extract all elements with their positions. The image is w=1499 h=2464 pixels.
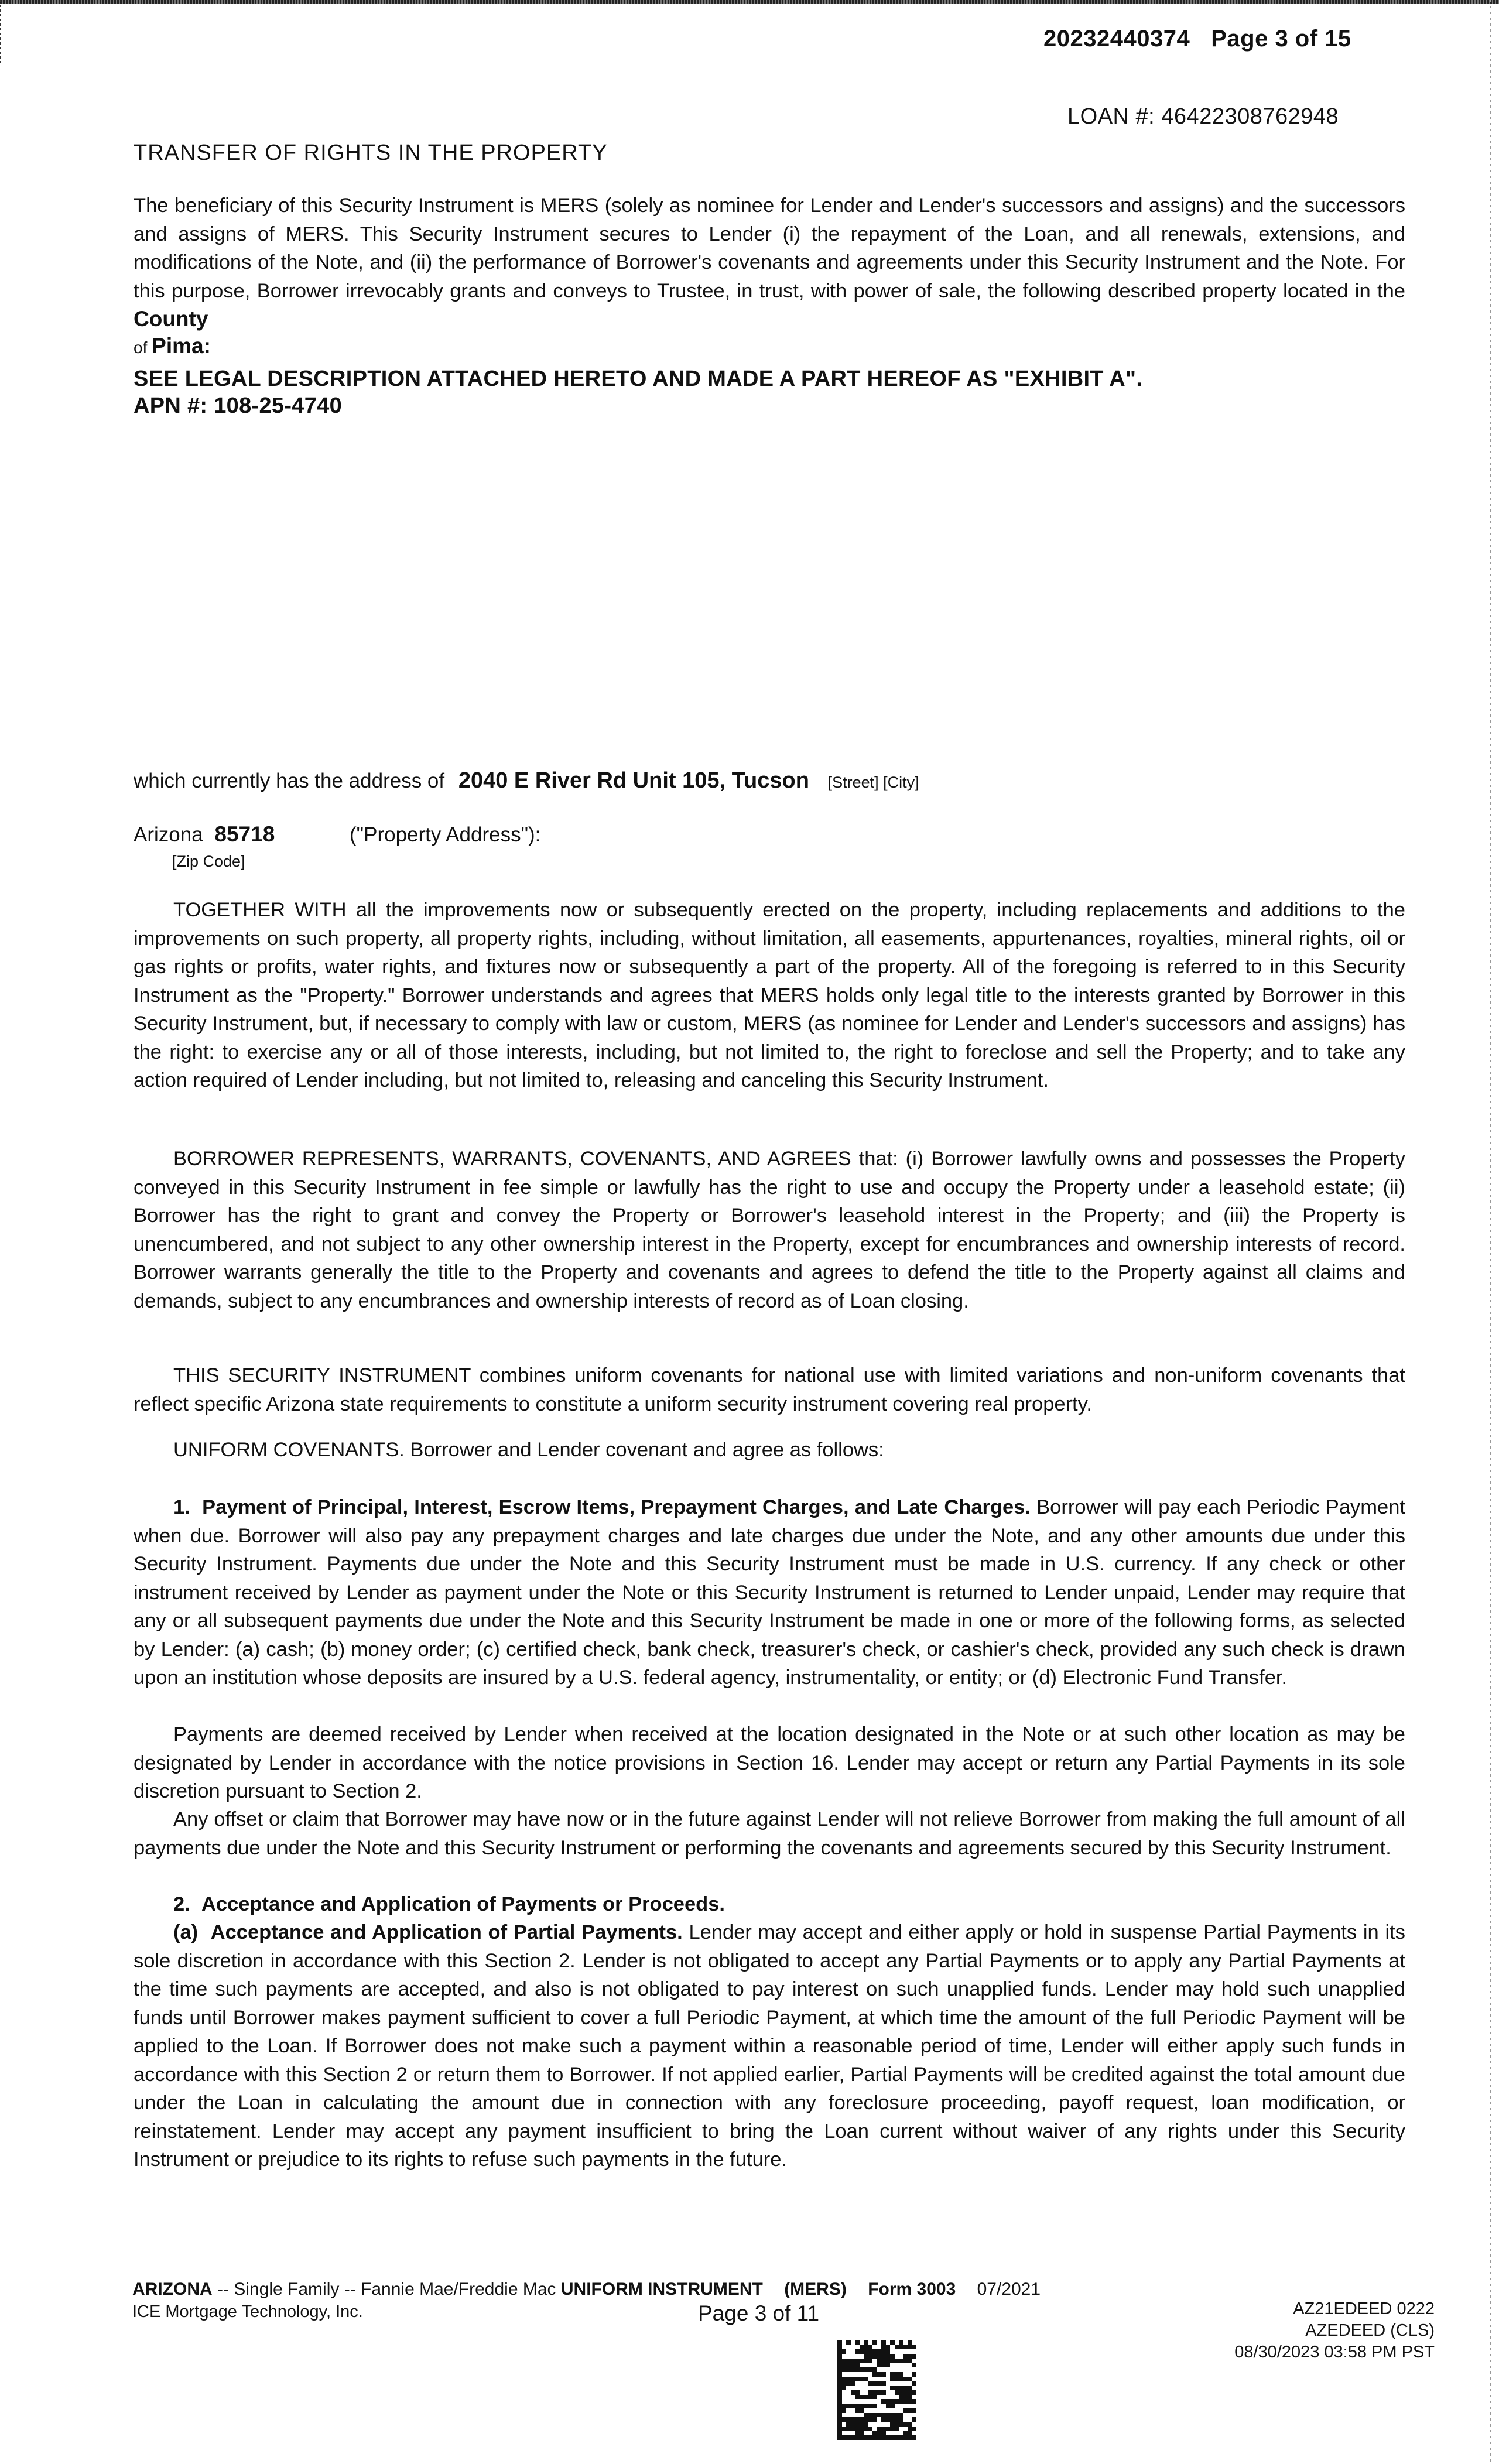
covenant-1-paragraph [134,1493,1405,1692]
footer-state: ARIZONA [132,2280,213,2299]
footer-page-number: Page 3 of 11 [698,2301,820,2325]
footer-form-date: 07/2021 [977,2280,1041,2299]
covenant-2a-label: (a) [173,1921,199,1943]
legal-description: SEE LEGAL DESCRIPTION ATTACHED HERETO AND MADE A PART HEREOF AS "EXHIBIT A". [134,367,1143,391]
footer-instrument: UNIFORM INSTRUMENT [560,2280,763,2299]
scan-edge-left [0,0,1,64]
borrower-represents-paragraph: BORROWER REPRESENTS, WARRANTS, COVENANTS, AND AGREES that: (i) Borrower lawfully owns and possesses the Property conveyed in this Security Instrument in fee simple or lawfully has the right to use and occupy the Property under a leasehold estate; (ii) Borrower has the right to grant and convey the Property or Borrower's leasehold interest in the Property; and (iii) the Property is unencumbered, and not subject to any other ownership interest in the Property, except for encumbrances and ownership interests of record. Borrower warrants generally the title to the Property and covenants and agrees to defend the title to the Property against all claims and demands, subject to any encumbrances and ownership interests of record as of Loan closing. [134,1148,1405,1312]
covenant-1-title: Payment of Principal, Interest, Escrow Items, Prepayment Charges, and Late Charges. [202,1496,1031,1518]
address-state: Arizona [134,823,203,846]
recording-header [1043,26,1351,52]
apn-number: APN #: 108-25-4740 [134,393,343,418]
scan-edge-right [1490,0,1491,2464]
covenant-2-number: 2. [173,1893,190,1915]
address-street-city: 2040 E River Rd Unit 105, Tucson [458,768,809,793]
footer-form-line [132,2280,1041,2299]
footer-form-desc: -- Single Family -- Fannie Mae/Freddie Mac [217,2280,556,2299]
footer-doc-code: AZ21EDEED 0222 [1293,2299,1435,2318]
jurisdiction-of-label: of [134,338,148,357]
covenant-1-text: Borrower will pay each Periodic Payment when due. Borrower will also pay any prepayment charges and late charges due under the Note, and any other amounts due under this Security Instrument. Payments due under the Note and this Security Instrument must be made in U.S. currency. If any check or other instrument received by Lender as payment under the Note or this Security Instrument is returned to Lender unpaid, Lender may require that any or all subsequent payments due under the Note and this Security Instrument be made in one or more of the following forms, as selected by Lender: (a) cash; (b) money order; (c) certified check, bank check, treasurer's check, or cashier's check, provided any such check is drawn upon an institution whose deposits are insured by a U.S. federal agency, instrumentality, or entity; or (d) Electronic Fund Transfer. [134,1496,1405,1689]
footer-doc-type: AZEDEED (CLS) [1305,2321,1435,2340]
transfer-paragraph [134,191,1405,334]
covenant-2a-title: Acceptance and Application of Partial Payments. [210,1921,683,1943]
payments-deemed-paragraph: Payments are deemed received by Lender when received at the location designated in the Note or at such other location as may be designated by Lender in accordance with the notice provisions in Section 16. Lender may accept or return any Partial Payments in its sole discretion pursuant to Section 2. [134,1723,1405,1802]
jurisdiction-name: Pima: [152,334,211,358]
covenant-2a-text: Lender may accept and either apply or hold in suspense Partial Payments in its sole discretion in accordance with this Section 2. Lender is not obligated to accept any Partial Payments or to apply any Partial Payments at the time such payments are accepted, and also is not obligated to pay interest on such unapplied funds. Lender may hold such unapplied funds until Borrower makes payment sufficient to cover a full Periodic Payment, at which time the amount of the full Periodic Payment will be applied to the Loan. If Borrower does not make such a payment within a reasonable period of time, Lender will either apply such funds in accordance with this Section 2 or return them to Borrower. If not applied earlier, Partial Payments will be credited against the total amount due under the Loan in calculating the amount due in connection with any foreclosure proceeding, payoff request, loan modification, or reinstatement. Lender may accept any payment insufficient to bring the Loan current without waiver of any rights under this Security Instrument or prejudice to its rights to refuse such payments in the future. [134,1921,1405,2171]
covenant-2-title: Acceptance and Application of Payments or Proceeds. [201,1893,725,1915]
this-security-instrument-paragraph: THIS SECURITY INSTRUMENT combines uniform covenants for national use with limited variations and non-uniform covenants that reflect specific Arizona state requirements to constitute a uniform security instrument covering real property. [134,1364,1405,1415]
offset-paragraph: Any offset or claim that Borrower may have now or in the future against Lender will not relieve Borrower from making the full amount of all payments due under the Note and this Security Instrument or performing the covenants and agreements secured by this Security Instrument. [134,1808,1405,1859]
recording-page-label: Page 3 of 15 [1211,26,1351,52]
footer-mers: (MERS) [784,2280,847,2299]
jurisdiction-line [134,334,211,358]
state-zip-line [134,822,540,847]
loan-number: LOAN #: 46422308762948 [1067,104,1339,129]
covenant-1-number: 1. [173,1496,190,1518]
datamatrix-barcode-icon [837,2340,916,2440]
jurisdiction-type: County [134,307,208,331]
transfer-text: The beneficiary of this Security Instrument is MERS (solely as nominee for Lender and Lender's successors and assigns) and the successors and assigns of MERS. This Security Instrument secures to Lender (i) the repayment of the Loan, and all renewals, extensions, and modifications of the Note, and (ii) the performance of Borrower's covenants and agreements under this Security Instrument and the Note. For this purpose, Borrower irrevocably grants and conveys to Trustee, in trust, with power of sale, the following described property located in the [134,194,1405,302]
uniform-covenants-paragraph: UNIFORM COVENANTS. Borrower and Lender covenant and agree as follows: [173,1439,884,1461]
property-address-label: ("Property Address"): [350,823,541,846]
address-zip: 85718 [214,822,275,846]
together-with-paragraph: TOGETHER WITH all the improvements now or subsequently erected on the property, including replacements and additions to the improvements on such property, all property rights, including, without limitation, all easements, appurtenances, royalties, mineral rights, oil or gas rights or profits, water rights, and fixtures now or subsequently a part of the property. All of the foregoing is referred to in this Security Instrument as the "Property." Borrower understands and agrees that MERS holds only legal title to the interests granted by Borrower in this Security Instrument, but, if necessary to comply with law or custom, MERS (as nominee for Lender and Lender's successors and assigns) has the right: to exercise any or all of those interests, including, but not limited to, the right to foreclose and sell the Property; and to take any action required of Lender including, but not limited to, releasing and canceling this Security Instrument. [134,899,1405,1091]
address-street-city-tag: [Street] [City] [827,774,919,791]
covenant-2a-paragraph [134,1918,1405,2174]
section-heading: TRANSFER OF RIGHTS IN THE PROPERTY [134,141,608,165]
footer-doc-info [1142,2298,1435,2363]
address-intro: which currently has the address of [134,769,445,792]
recording-document-number: 20232440374 [1043,26,1190,52]
covenant-2-heading [134,1890,1405,1919]
address-line [134,768,919,793]
footer-timestamp: 08/30/2023 03:58 PM PST [1234,2343,1435,2362]
footer-vendor: ICE Mortgage Technology, Inc. [132,2302,363,2321]
footer-form-number: Form 3003 [868,2280,956,2299]
zip-code-tag: [Zip Code] [172,853,245,870]
scan-edge-top [0,0,1499,4]
